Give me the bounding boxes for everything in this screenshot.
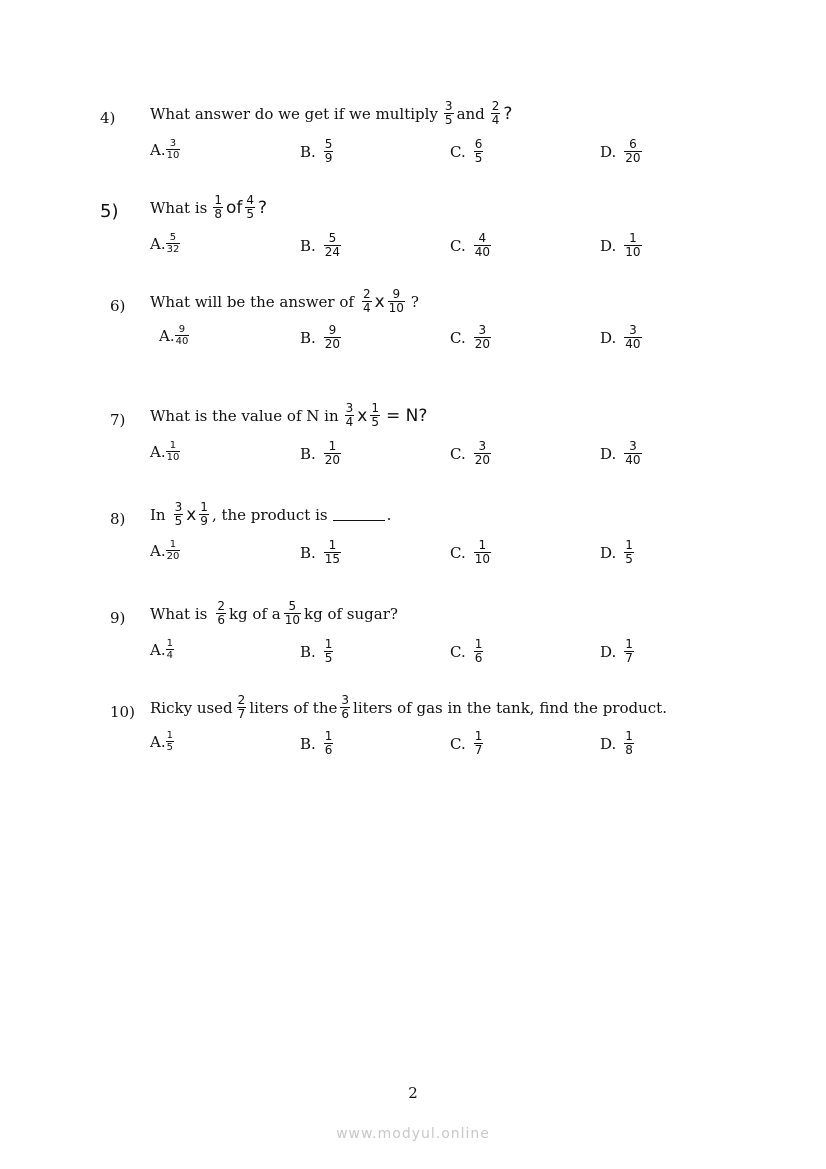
numerator: 3: [444, 99, 453, 113]
option-label: D.: [600, 142, 617, 161]
numerator: 5: [324, 137, 333, 151]
denominator: 32: [166, 244, 180, 255]
denominator: 5: [444, 113, 453, 127]
fraction: [166, 138, 181, 161]
denominator: 5: [474, 151, 483, 165]
question-stem: [150, 694, 667, 721]
numerator: 1: [328, 538, 337, 552]
option-c[interactable]: [450, 638, 486, 665]
denominator: 7: [474, 743, 483, 757]
numerator: 3: [629, 439, 637, 453]
stem-text: What answer do we get if we multiply: [150, 104, 438, 123]
numerator: 1: [474, 637, 483, 651]
denominator: 5: [324, 651, 333, 665]
fraction: [324, 730, 334, 757]
numerator: 5: [169, 232, 177, 243]
fraction: [324, 440, 341, 467]
stem-text: ?: [257, 197, 268, 218]
option-label: B.: [300, 734, 316, 753]
stem-text: ?: [410, 292, 419, 311]
fraction: [324, 232, 341, 259]
option-label: A.: [159, 326, 175, 345]
option-c[interactable]: [450, 539, 494, 566]
fraction: [474, 138, 484, 165]
denominator: 10: [388, 301, 404, 315]
question-stem: [150, 194, 267, 221]
stem-text: What will be the answer of: [150, 292, 354, 311]
option-label: D.: [600, 734, 617, 753]
denominator: 24: [324, 245, 341, 259]
footer-watermark: www.modyul.online: [336, 1126, 490, 1142]
option-label: A.: [150, 640, 166, 659]
stem-text: What is: [150, 198, 208, 217]
fraction: [166, 440, 181, 463]
denominator: 20: [474, 337, 490, 351]
stem-text: What is: [150, 604, 208, 623]
fraction: [474, 730, 484, 757]
question-number: 4): [100, 109, 116, 127]
denominator: 7: [237, 707, 246, 721]
option-d[interactable]: [600, 232, 645, 259]
denominator: 20: [324, 337, 341, 351]
numerator: 5: [288, 599, 297, 613]
option-b[interactable]: [300, 539, 344, 566]
option-label: C.: [450, 543, 466, 562]
fraction: [166, 730, 174, 753]
fraction: [491, 100, 501, 127]
numerator: 1: [328, 439, 337, 453]
fraction: [624, 440, 641, 467]
stem-text: Ricky used: [150, 698, 233, 717]
page-number: 2: [408, 1084, 418, 1102]
fraction: [324, 638, 334, 665]
stem-text: kg of a: [228, 604, 281, 623]
option-label: B.: [300, 642, 316, 661]
option-label: B.: [300, 444, 316, 463]
numerator: 1: [169, 440, 177, 451]
option-b[interactable]: [300, 730, 336, 757]
denominator: 40: [175, 336, 189, 347]
numerator: 3: [345, 401, 354, 415]
denominator: 40: [625, 337, 641, 351]
option-label: B.: [300, 328, 316, 347]
stem-text: ?: [503, 103, 513, 124]
fraction: [444, 100, 454, 127]
denominator: 10: [284, 613, 300, 627]
numerator: 1: [324, 729, 333, 743]
fraction: [624, 232, 641, 259]
numerator: 1: [214, 193, 222, 207]
numerator: 3: [629, 323, 637, 337]
fraction: [340, 694, 350, 721]
option-label: D.: [600, 642, 617, 661]
fraction: [284, 600, 301, 627]
numerator: 1: [200, 500, 208, 514]
option-a[interactable]: [150, 138, 183, 161]
denominator: 4: [345, 415, 354, 429]
option-d[interactable]: [600, 324, 645, 351]
option-c[interactable]: [450, 324, 494, 351]
fraction: [624, 730, 634, 757]
stem-text: What is the value of N in: [150, 406, 339, 425]
option-a[interactable]: [150, 232, 183, 255]
option-label: B.: [300, 543, 316, 562]
option-c[interactable]: [450, 440, 494, 467]
denominator: 10: [166, 452, 180, 463]
option-label: D.: [600, 328, 617, 347]
option-label: C.: [450, 236, 466, 255]
numerator: 1: [371, 401, 379, 415]
numerator: 2: [237, 693, 246, 707]
question-stem: [150, 402, 427, 429]
fraction: [166, 638, 174, 661]
fraction: [388, 288, 405, 315]
fraction: [362, 288, 372, 315]
option-label: B.: [300, 142, 316, 161]
denominator: 8: [214, 207, 222, 221]
fraction: [175, 324, 190, 347]
stem-text: liters of gas in the tank, find the product.: [353, 698, 667, 717]
fraction: [237, 694, 247, 721]
fraction: [166, 232, 181, 255]
option-a[interactable]: [150, 638, 177, 661]
option-label: D.: [600, 543, 617, 562]
option-label: A.: [150, 140, 166, 159]
denominator: 6: [324, 743, 333, 757]
fraction: [474, 232, 491, 259]
fraction: [474, 539, 491, 566]
numerator: 2: [362, 287, 371, 301]
denominator: 20: [166, 551, 180, 562]
option-d[interactable]: [600, 440, 645, 467]
stem-text: .: [386, 505, 392, 524]
denominator: 5: [246, 207, 254, 221]
option-a[interactable]: [150, 730, 177, 753]
fraction: [174, 501, 184, 528]
numerator: 3: [478, 439, 487, 453]
numerator: 1: [324, 637, 333, 651]
denominator: 10: [474, 552, 490, 566]
question-stem: [150, 600, 398, 627]
fraction: [324, 138, 334, 165]
denominator: 40: [625, 453, 641, 467]
numerator: 1: [169, 539, 177, 550]
stem-text: of: [225, 197, 243, 218]
option-label: D.: [600, 236, 617, 255]
question-number: 8): [110, 510, 126, 528]
option-d[interactable]: [600, 730, 637, 757]
denominator: 9: [200, 514, 208, 528]
denominator: 10: [166, 150, 180, 161]
option-c[interactable]: [450, 232, 494, 259]
numerator: 6: [629, 137, 637, 151]
fraction: [474, 440, 491, 467]
fraction: [324, 324, 341, 351]
option-c[interactable]: [450, 138, 486, 165]
numerator: 6: [474, 137, 483, 151]
option-b[interactable]: [300, 440, 344, 467]
stem-text: x: [357, 405, 368, 426]
option-label: C.: [450, 734, 466, 753]
numerator: 1: [166, 730, 173, 741]
question-number: 9): [110, 609, 126, 627]
denominator: 6: [341, 707, 350, 721]
numerator: 3: [169, 138, 177, 149]
fraction: [213, 194, 223, 221]
fraction: [624, 138, 641, 165]
option-b[interactable]: [300, 138, 336, 165]
denominator: 6: [217, 613, 225, 627]
option-a[interactable]: [159, 324, 192, 347]
numerator: 3: [341, 693, 350, 707]
numerator: 1: [625, 538, 633, 552]
option-b[interactable]: [300, 232, 344, 259]
numerator: 1: [166, 638, 173, 649]
option-label: C.: [450, 444, 466, 463]
answer-blank: [333, 508, 385, 521]
option-label: A.: [150, 541, 166, 560]
fraction: [199, 501, 209, 528]
fraction: [345, 402, 355, 429]
denominator: 15: [324, 552, 341, 566]
question-number: 6): [110, 297, 126, 315]
question-stem: [150, 501, 391, 528]
fraction: [474, 324, 491, 351]
fraction: [474, 638, 484, 665]
option-label: A.: [150, 442, 166, 461]
option-b[interactable]: [300, 638, 336, 665]
numerator: 3: [174, 500, 183, 514]
denominator: 20: [324, 453, 341, 467]
numerator: 5: [328, 231, 337, 245]
stem-text: and: [456, 104, 485, 123]
denominator: 8: [625, 743, 633, 757]
numerator: 2: [491, 99, 500, 113]
denominator: 9: [324, 151, 333, 165]
option-label: A.: [150, 234, 166, 253]
numerator: 3: [478, 323, 487, 337]
numerator: 1: [625, 729, 633, 743]
denominator: 4: [491, 113, 500, 127]
question-stem: [150, 100, 512, 127]
fraction: [324, 539, 341, 566]
numerator: 1: [625, 637, 633, 651]
option-d[interactable]: [600, 138, 645, 165]
stem-text: x: [186, 504, 197, 525]
numerator: 1: [478, 538, 487, 552]
denominator: 4: [166, 650, 173, 661]
option-label: C.: [450, 142, 466, 161]
fraction: [216, 600, 226, 627]
denominator: 10: [625, 245, 641, 259]
numerator: 9: [328, 323, 337, 337]
option-d[interactable]: [600, 539, 637, 566]
fraction: [166, 539, 181, 562]
option-d[interactable]: [600, 638, 637, 665]
stem-text: = N?: [385, 405, 428, 426]
option-a[interactable]: [150, 539, 183, 562]
denominator: 5: [371, 415, 379, 429]
question-number: 10): [110, 703, 135, 721]
denominator: 20: [474, 453, 490, 467]
stem-text: liters of the: [249, 698, 338, 717]
denominator: 4: [362, 301, 371, 315]
denominator: 20: [625, 151, 641, 165]
option-a[interactable]: [150, 440, 183, 463]
fraction: [370, 402, 380, 429]
numerator: 9: [178, 324, 186, 335]
stem-text: In: [150, 505, 166, 524]
numerator: 9: [392, 287, 401, 301]
numerator: 2: [217, 599, 225, 613]
fraction: [624, 638, 634, 665]
denominator: 5: [625, 552, 633, 566]
numerator: 1: [629, 231, 637, 245]
numerator: 1: [474, 729, 483, 743]
fraction: [245, 194, 255, 221]
fraction: [624, 324, 641, 351]
denominator: 5: [166, 742, 173, 753]
stem-text: kg of sugar?: [304, 604, 398, 623]
denominator: 5: [174, 514, 183, 528]
question-stem: [150, 288, 419, 315]
option-label: C.: [450, 328, 466, 347]
option-label: B.: [300, 236, 316, 255]
option-c[interactable]: [450, 730, 486, 757]
denominator: 6: [474, 651, 483, 665]
stem-text: x: [374, 291, 385, 312]
question-number: 7): [110, 411, 126, 429]
numerator: 4: [478, 231, 487, 245]
stem-text: , the product is: [211, 505, 328, 524]
option-label: D.: [600, 444, 617, 463]
numerator: 4: [246, 193, 254, 207]
denominator: 40: [474, 245, 490, 259]
denominator: 7: [625, 651, 633, 665]
option-label: A.: [150, 732, 166, 751]
fraction: [624, 539, 634, 566]
option-label: C.: [450, 642, 466, 661]
question-number: 5): [100, 201, 119, 222]
option-b[interactable]: [300, 324, 344, 351]
